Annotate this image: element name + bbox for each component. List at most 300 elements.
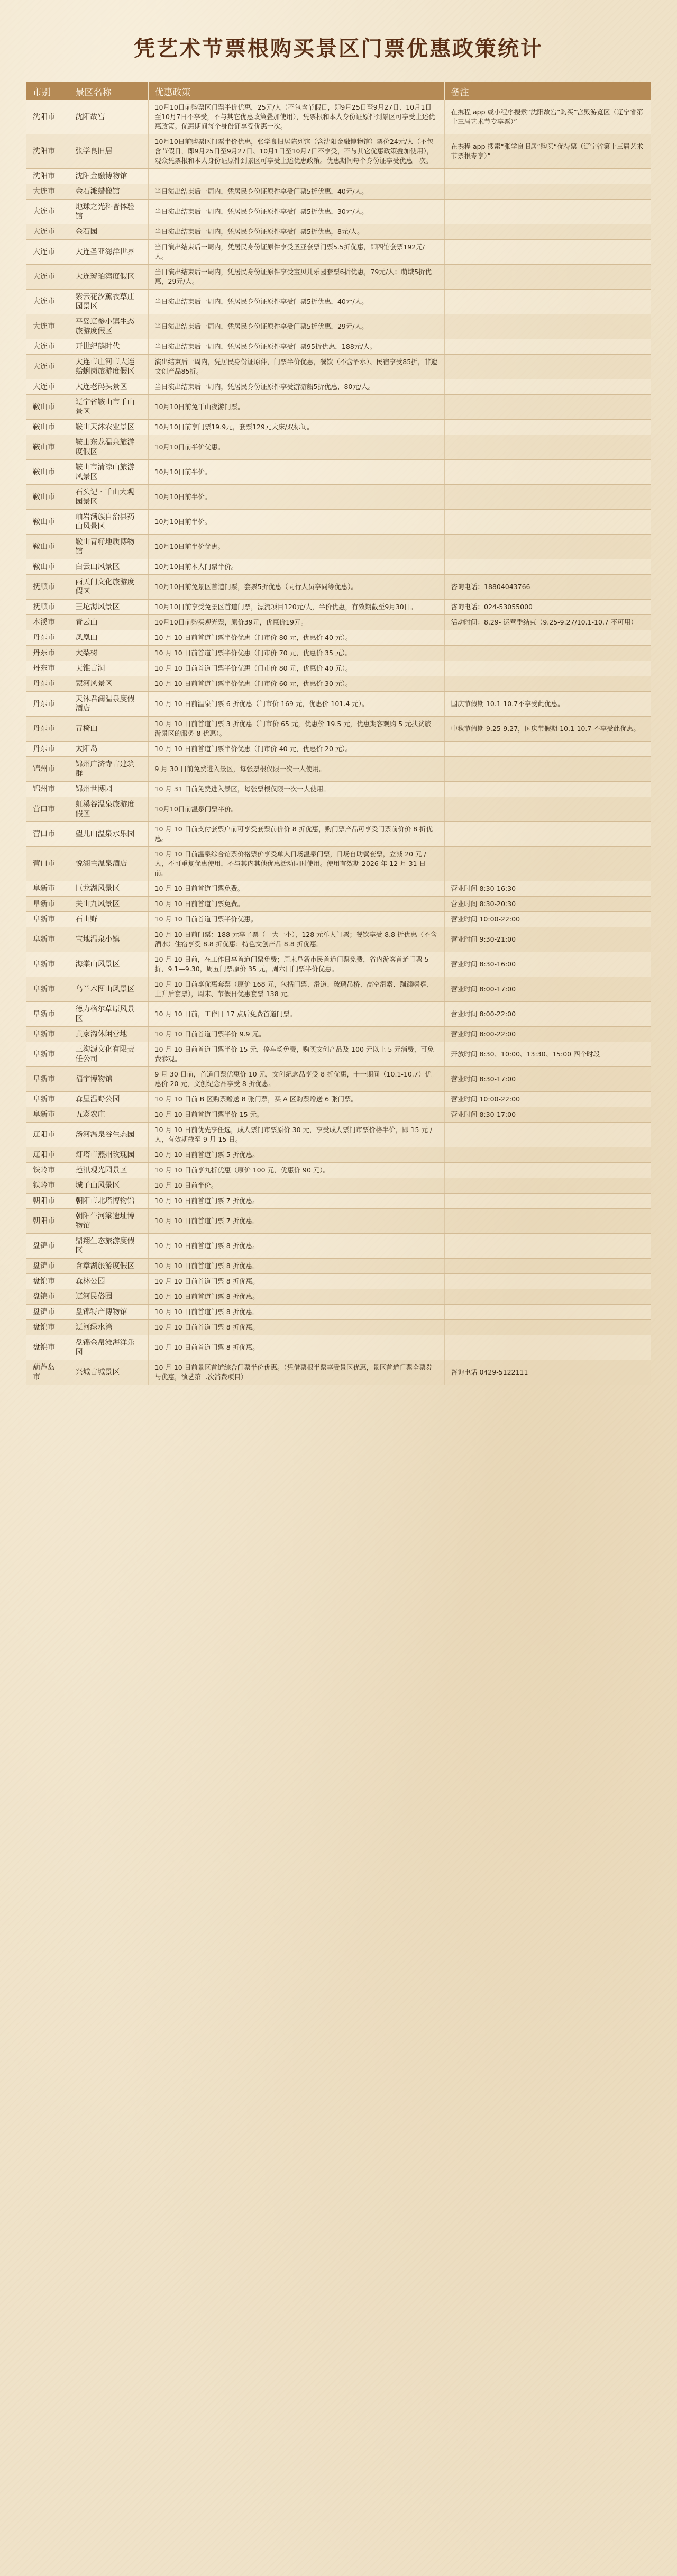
note-cell: 活动时间：8.29- 运营季结束（9.25-9.27/10.1-10.7 不可用） (444, 615, 651, 630)
note-cell (444, 630, 651, 646)
policy-cell: 10 月 10 日前首道门票 8 折优惠。 (148, 1335, 444, 1360)
city-cell: 沈阳市 (26, 100, 69, 134)
spot-cell: 青云山 (69, 615, 148, 630)
policy-cell: 10 月 10 日前首道门票半价优惠。 (148, 912, 444, 927)
city-cell: 大连市 (26, 339, 69, 355)
policy-cell: 9 月 30 日前，首道门票优惠价 10 元，文创纪念品享受 8 折优惠，十一期间（10.1-10.7）优惠价 20 元，文创纪念品享受 8 折优惠。 (148, 1067, 444, 1092)
note-cell (444, 460, 651, 485)
note-cell (444, 1147, 651, 1163)
spot-cell: 鞍山天沐农业景区 (69, 420, 148, 435)
table-header (26, 82, 651, 100)
table-row (26, 1305, 651, 1320)
policy-cell: 10 月 10 日前温泉综合馆票价格票价享受单人日场温泉门票，日场自助餐套票，立减 20 元 / 人，不可重复优惠使用，不与其内其他优惠活动同时使用。使用有效期 2026 年 12 月 31 日前。 (148, 847, 444, 881)
policy-cell: 10月10日前温泉门票半价。 (148, 797, 444, 822)
policy-cell: 10 月 10 日前，工作日 17 点后免费首道门票。 (148, 1002, 444, 1027)
city-cell: 锦州市 (26, 782, 69, 797)
note-cell: 咨询电话：024-53055000 (444, 600, 651, 615)
table-row (26, 1289, 651, 1305)
policy-cell: 当日演出结束后一周内，凭居民身份证原件享受门票5折优惠，40元/人。 (148, 290, 444, 314)
policy-cell: 演出结束后一周内，凭居民身份证原件，门票半价优惠，餐饮（不含酒水）、民宿享受85折，非遗文创产品85折。 (148, 355, 444, 379)
note-cell: 国庆节假期 10.1-10.7不享受此优惠。 (444, 692, 651, 717)
city-cell: 抚顺市 (26, 575, 69, 600)
city-cell: 鞍山市 (26, 510, 69, 535)
note-cell (444, 1305, 651, 1320)
note-cell: 营业时间 8:00-22:00 (444, 1027, 651, 1042)
spot-cell: 乌兰木图山风景区 (69, 977, 148, 1002)
note-cell (444, 1320, 651, 1335)
note-cell: 营业时间 8:30-20:30 (444, 897, 651, 912)
table-row (26, 395, 651, 420)
policy-cell: 10 月 10 日前首道门票半价优惠（门市价 80 元，优惠价 40 元）。 (148, 661, 444, 676)
city-cell: 辽阳市 (26, 1147, 69, 1163)
spot-cell: 盘锦特产博物馆 (69, 1305, 148, 1320)
header-policy: 优惠政策 (148, 82, 444, 100)
city-cell: 丹东市 (26, 717, 69, 742)
note-cell (444, 847, 651, 881)
note-cell (444, 420, 651, 435)
city-cell: 辽阳市 (26, 1123, 69, 1147)
spot-cell: 白云山风景区 (69, 559, 148, 575)
spot-cell: 辽河民俗园 (69, 1289, 148, 1305)
note-cell (444, 1289, 651, 1305)
table-row (26, 1147, 651, 1163)
policy-cell: 10 月 31 日前免费进入景区，每张票根仅限一次一人使用。 (148, 782, 444, 797)
city-cell: 阜新市 (26, 1107, 69, 1123)
note-cell (444, 435, 651, 460)
note-cell (444, 240, 651, 265)
header-city: 市别 (26, 82, 69, 100)
city-cell: 沈阳市 (26, 169, 69, 184)
policy-cell: 当日演出结束后一周内，凭居民身份证原件享受门票5折优惠，8元/人。 (148, 224, 444, 240)
note-cell (444, 676, 651, 692)
spot-cell: 紫云花汐薰衣草庄园景区 (69, 290, 148, 314)
policy-cell: 10 月 10 日前首道门票半价优惠（门市价 80 元，优惠价 40 元）。 (148, 630, 444, 646)
city-cell: 锦州市 (26, 757, 69, 782)
policy-cell: 10 月 10 日前首道门票 3 折优惠（门市价 65 元，优惠价 19.5 元，优惠期客观购 5 元扶贫旅游景区的服务 8 优惠）。 (148, 717, 444, 742)
note-cell: 营业时间 8:30-16:00 (444, 952, 651, 977)
spot-cell: 巨龙湖风景区 (69, 881, 148, 897)
policy-cell: 10 月 10 日前首道门票 8 折优惠。 (148, 1274, 444, 1289)
note-cell: 营业时间 10:00-22:00 (444, 912, 651, 927)
note-cell (444, 742, 651, 757)
spot-cell: 莲汛观光园景区 (69, 1163, 148, 1178)
policy-cell: 10月10日前半价优惠。 (148, 535, 444, 559)
policy-cell: 10 月 10 日前享九折优惠（原价 100 元，优惠价 90 元）。 (148, 1163, 444, 1178)
spot-cell: 汤河温泉谷生态园 (69, 1123, 148, 1147)
spot-cell: 沈阳故宫 (69, 100, 148, 134)
spot-cell: 城子山风景区 (69, 1178, 148, 1194)
city-cell: 阜新市 (26, 977, 69, 1002)
city-cell: 盘锦市 (26, 1320, 69, 1335)
policy-cell: 10月10日前本人门票半价。 (148, 559, 444, 575)
city-cell: 丹东市 (26, 646, 69, 661)
spot-cell: 青椅山 (69, 717, 148, 742)
note-cell: 中秋节假期 9.25-9.27，国庆节假期 10.1-10.7 不享受此优惠。 (444, 717, 651, 742)
spot-cell: 辽宁省鞍山市千山景区 (69, 395, 148, 420)
spot-cell: 金石园 (69, 224, 148, 240)
table-row (26, 379, 651, 395)
policy-cell: 当日演出结束后一周内，凭居民身份证原件享受宝贝儿乐园套票6折优惠，79元/人；萌域5折优惠，29元/人。 (148, 265, 444, 290)
city-cell: 鞍山市 (26, 485, 69, 510)
spot-cell: 朝阳市北塔博物馆 (69, 1194, 148, 1209)
policy-cell: 10 月 10 日前首道门票半价优惠（门市价 60 元，优惠价 30 元）。 (148, 676, 444, 692)
note-cell (444, 646, 651, 661)
city-cell: 营口市 (26, 822, 69, 847)
city-cell: 鞍山市 (26, 535, 69, 559)
city-cell: 阜新市 (26, 881, 69, 897)
note-cell (444, 1274, 651, 1289)
table-row (26, 200, 651, 224)
policy-cell: 10 月 10 日前优先享任选，成人票门市票原价 30 元，享受成人票门市票价格半价，即 15 元 / 人，有效期截至 9 月 15 日。 (148, 1123, 444, 1147)
table-row (26, 1042, 651, 1067)
table-row (26, 1360, 651, 1385)
policy-cell: 10月10日前免景区首道门票，套票5折优惠（同行人员享同等优惠）。 (148, 575, 444, 600)
city-cell: 阜新市 (26, 1042, 69, 1067)
table-row (26, 952, 651, 977)
note-cell (444, 1209, 651, 1234)
table-row (26, 782, 651, 797)
spot-cell: 黄家沟休闲营地 (69, 1027, 148, 1042)
table-row (26, 600, 651, 615)
city-cell: 丹东市 (26, 742, 69, 757)
city-cell: 盘锦市 (26, 1259, 69, 1274)
table-row (26, 1067, 651, 1092)
policy-cell: 10 月 10 日前首道门票 8 折优惠。 (148, 1305, 444, 1320)
city-cell: 丹东市 (26, 692, 69, 717)
policy-cell: 当日演出结束后一周内，凭居民身份证原件享受门票5折优惠，40元/人。 (148, 184, 444, 200)
table-row (26, 676, 651, 692)
table-row (26, 822, 651, 847)
note-cell (444, 339, 651, 355)
city-cell: 大连市 (26, 314, 69, 339)
table-row (26, 615, 651, 630)
spot-cell: 大梨树 (69, 646, 148, 661)
note-cell (444, 1234, 651, 1259)
policy-cell: 10 月 10 日前首道门票 8 折优惠。 (148, 1289, 444, 1305)
spot-cell: 大连琥珀湾度假区 (69, 265, 148, 290)
spot-cell: 鞍山市清凉山旅游风景区 (69, 460, 148, 485)
city-cell: 阜新市 (26, 952, 69, 977)
city-cell: 本溪市 (26, 615, 69, 630)
policy-cell: 当日演出结束后一周内，凭居民身份证原件享受圣亚套票门票5.5折优惠，即四馆套票192元/人。 (148, 240, 444, 265)
spot-cell: 凤凰山 (69, 630, 148, 646)
spot-cell: 太阳岛 (69, 742, 148, 757)
note-cell: 营业时间 8:00-22:00 (444, 1002, 651, 1027)
table-row (26, 1194, 651, 1209)
city-cell: 鞍山市 (26, 420, 69, 435)
table-row (26, 1209, 651, 1234)
table-row (26, 510, 651, 535)
spot-cell: 德力格尔草原风景区 (69, 1002, 148, 1027)
table-row (26, 420, 651, 435)
city-cell: 大连市 (26, 240, 69, 265)
table-row (26, 1123, 651, 1147)
spot-cell: 沈阳金融博物馆 (69, 169, 148, 184)
city-cell: 抚顺市 (26, 600, 69, 615)
policy-cell: 9 月 30 日前免费进入景区，每张票根仅限一次一人使用。 (148, 757, 444, 782)
header-note: 备注 (444, 82, 651, 100)
note-cell: 营业时间 8:30-17:00 (444, 1107, 651, 1123)
table-body (26, 100, 651, 1385)
city-cell: 鞍山市 (26, 435, 69, 460)
spot-cell: 平岛辽参小镇生态旅游度假区 (69, 314, 148, 339)
policy-cell: 10 月 10 日前首道门票半价 15 元，停车场免费，购买文创产品及 100 元以上 5 元消费，可免费参观。 (148, 1042, 444, 1067)
note-cell (444, 1335, 651, 1360)
note-cell (444, 797, 651, 822)
spot-cell: 虹溪谷温泉旅游度假区 (69, 797, 148, 822)
policy-cell: 当日演出结束后一周内，凭居民身份证原件享受门票95折优惠，188元/人。 (148, 339, 444, 355)
spot-cell: 灯塔市燕州玫瑰园 (69, 1147, 148, 1163)
spot-cell: 朝阳牛河梁遗址博物馆 (69, 1209, 148, 1234)
table-row (26, 184, 651, 200)
policy-cell: 10 月 10 日前首道门票半价 15 元。 (148, 1107, 444, 1123)
city-cell: 朝阳市 (26, 1209, 69, 1234)
spot-cell: 锦州广济寺古建筑群 (69, 757, 148, 782)
policy-cell: 10 月 10 日前温泉门票 6 折优惠（门市价 169 元，优惠价 101.4 元）。 (148, 692, 444, 717)
city-cell: 大连市 (26, 184, 69, 200)
table-row (26, 1092, 651, 1107)
table-row (26, 290, 651, 314)
spot-cell: 大连市庄河市大连蛤蜊岗旅游度假区 (69, 355, 148, 379)
policy-cell: 10月10日前购买观光票，原价39元，优惠价19元。 (148, 615, 444, 630)
city-cell: 盘锦市 (26, 1274, 69, 1289)
note-cell (444, 535, 651, 559)
table-row (26, 742, 651, 757)
policy-cell: 10 月 10 日前首道门票免费。 (148, 881, 444, 897)
table-row (26, 435, 651, 460)
note-cell: 咨询电话 0429-5122111 (444, 1360, 651, 1385)
policy-cell: 10月10日前购票区门票半价优惠，25元/人（不包含节假日，即9月25日至9月27日、10月1日至10月7日不享受，不与其它优惠政策叠加使用），凭票根和本人身份证原件到景区可享受上述优惠政策。优惠期间每个身份证享受优惠一次。 (148, 100, 444, 134)
table-row (26, 1002, 651, 1027)
note-cell: 营业时间 9:30-21:00 (444, 927, 651, 952)
city-cell: 丹东市 (26, 676, 69, 692)
city-cell: 大连市 (26, 265, 69, 290)
city-cell: 大连市 (26, 355, 69, 379)
policy-cell: 当日演出结束后一周内，凭居民身份证原件享受门票5折优惠，29元/人。 (148, 314, 444, 339)
table-row (26, 355, 651, 379)
spot-cell: 鞍山东龙温泉旅游度假区 (69, 435, 148, 460)
spot-cell: 海棠山风景区 (69, 952, 148, 977)
note-cell (444, 395, 651, 420)
note-cell: 开放时间 8:30、10:00、13:30、15:00 四个时段 (444, 1042, 651, 1067)
table-row (26, 575, 651, 600)
city-cell: 阜新市 (26, 1067, 69, 1092)
table-row (26, 224, 651, 240)
table-row (26, 100, 651, 134)
policy-cell: 当日演出结束后一周内，凭居民身份证原件享受游游船5折优惠，80元/人。 (148, 379, 444, 395)
note-cell (444, 757, 651, 782)
spot-cell: 辽河绿水湾 (69, 1320, 148, 1335)
table-row (26, 912, 651, 927)
policy-cell: 10 月 10 日前门票：188 元享了票（一大一小），128 元单人门票；餐饮享受 8.8 折优惠（不含酒水）住宿享受 8.8 折优惠；特色文创产品 8.8 折优惠。 (148, 927, 444, 952)
policy-cell: 10月10日前享门票19.9元，套票129元大床/双标间。 (148, 420, 444, 435)
table-row (26, 485, 651, 510)
spot-cell: 大连老码头景区 (69, 379, 148, 395)
table-row (26, 692, 651, 717)
note-cell (444, 265, 651, 290)
header-spot: 景区名称 (69, 82, 148, 100)
table-row (26, 240, 651, 265)
note-cell (444, 200, 651, 224)
policy-cell: 10 月 10 日前，在工作日享首道门票免费；周末阜新市民首道门票免费，省内游客首道门票 5 折，9.1—9.30，周五门票原价 35 元，周六日门票半价优惠。 (148, 952, 444, 977)
policy-cell: 10 月 10 日前首道门票免费。 (148, 897, 444, 912)
table-row (26, 1274, 651, 1289)
table-row (26, 897, 651, 912)
note-cell: 在携程 app 或小程序搜索“沈阳故宫”购买“宫殿游览区（辽宁省第十三届艺术节专享票）” (444, 100, 651, 134)
city-cell: 大连市 (26, 224, 69, 240)
spot-cell: 张学良旧居 (69, 134, 148, 169)
table-row (26, 314, 651, 339)
spot-cell: 宝地温泉小镇 (69, 927, 148, 952)
spot-cell: 金石滩蜡像馆 (69, 184, 148, 200)
city-cell: 鞍山市 (26, 395, 69, 420)
note-cell (444, 224, 651, 240)
note-cell (444, 1259, 651, 1274)
policy-cell: 10月10日前半价优惠。 (148, 435, 444, 460)
note-cell (444, 661, 651, 676)
note-cell: 营业时间 8:00-17:00 (444, 977, 651, 1002)
note-cell (444, 379, 651, 395)
spot-cell: 王坨海风景区 (69, 600, 148, 615)
policy-cell: 10 月 10 日前首道门票 5 折优惠。 (148, 1147, 444, 1163)
spot-cell: 大连圣亚海洋世界 (69, 240, 148, 265)
city-cell: 营口市 (26, 847, 69, 881)
note-cell (444, 290, 651, 314)
city-cell: 阜新市 (26, 897, 69, 912)
city-cell: 营口市 (26, 797, 69, 822)
table-row (26, 1234, 651, 1259)
policy-cell: 10月10日前半价。 (148, 510, 444, 535)
table-row (26, 1163, 651, 1178)
policy-cell: 10 月 10 日前半价。 (148, 1178, 444, 1194)
spot-cell: 天锥古洞 (69, 661, 148, 676)
policy-cell: 当日演出结束后一周内，凭居民身份证原件享受门票5折优惠，30元/人。 (148, 200, 444, 224)
note-cell (444, 510, 651, 535)
city-cell: 盘锦市 (26, 1234, 69, 1259)
note-cell: 营业时间 10:00-22:00 (444, 1092, 651, 1107)
policy-table (26, 82, 651, 1385)
spot-cell: 天沐君澜温泉度假酒店 (69, 692, 148, 717)
spot-cell: 石头记 · 千山大观园景区 (69, 485, 148, 510)
city-cell: 大连市 (26, 200, 69, 224)
city-cell: 阜新市 (26, 927, 69, 952)
page-title: 凭艺术节票根购买景区门票优惠政策统计 (134, 37, 543, 61)
policy-cell: 10 月 10 日前景区首道综合门票半价优惠。（凭借票根半票享受景区优惠，景区首道门票全票券与优惠，演艺第二次消费项目） (148, 1360, 444, 1385)
note-cell: 营业时间 8:30-16:30 (444, 881, 651, 897)
table-row (26, 927, 651, 952)
spot-cell: 兴城古城景区 (69, 1360, 148, 1385)
spot-cell: 福宇博物馆 (69, 1067, 148, 1092)
city-cell: 丹东市 (26, 661, 69, 676)
note-cell (444, 1123, 651, 1147)
note-cell (444, 184, 651, 200)
spot-cell: 望儿山温泉水乐园 (69, 822, 148, 847)
note-cell: 在携程 app 搜索“张学良旧居”购买“优待票（辽宁省第十三届艺术节票根专享）” (444, 134, 651, 169)
policy-cell: 10月10日前半价。 (148, 485, 444, 510)
table-row (26, 559, 651, 575)
spot-cell: 森林公园 (69, 1274, 148, 1289)
city-cell: 铁岭市 (26, 1178, 69, 1194)
note-cell (444, 169, 651, 184)
spot-cell: 石山野 (69, 912, 148, 927)
note-cell (444, 822, 651, 847)
city-cell: 阜新市 (26, 912, 69, 927)
table-row (26, 757, 651, 782)
table-row (26, 460, 651, 485)
policy-cell: 10 月 10 日前首道门票 7 折优惠。 (148, 1194, 444, 1209)
table-row (26, 847, 651, 881)
table-row (26, 169, 651, 184)
table-row (26, 1178, 651, 1194)
policy-cell: 10 月 10 日前享优惠套票（原价 168 元，包括门票、滑道、玻璃吊桥、高空滑索、蹦蹦嘻嘻、上升后套票），周末、节假日优惠套票 138 元。 (148, 977, 444, 1002)
spot-cell: 盘锦金帛滩海洋乐园 (69, 1335, 148, 1360)
note-cell (444, 485, 651, 510)
note-cell: 营业时间 8:30-17:00 (444, 1067, 651, 1092)
city-cell: 铁岭市 (26, 1163, 69, 1178)
spot-cell: 岫岩满族自治县药山风景区 (69, 510, 148, 535)
city-cell: 盘锦市 (26, 1305, 69, 1320)
table-row (26, 339, 651, 355)
city-cell: 大连市 (26, 290, 69, 314)
spot-cell: 含章湖旅游度假区 (69, 1259, 148, 1274)
note-cell (444, 559, 651, 575)
policy-cell: 10 月 10 日前首道门票半价优惠（门市价 40 元，优惠价 20 元）。 (148, 742, 444, 757)
policy-cell: 10 月 10 日前首道门票 8 折优惠。 (148, 1234, 444, 1259)
header-row (26, 82, 651, 100)
policy-cell: 10月10日前半价。 (148, 460, 444, 485)
table-row (26, 977, 651, 1002)
table-row (26, 661, 651, 676)
note-cell (444, 314, 651, 339)
city-cell: 葫芦岛市 (26, 1360, 69, 1385)
policy-cell: 10 月 10 日前首道门票半价 9.9 元。 (148, 1027, 444, 1042)
policy-cell: 10月10日前购票区门票半价优惠，张学良旧居陈列馆（含沈阳金融博物馆）票价24元/人（不包含节假日，即9月25日至9月27日、10月1日至10月7日不享受，不与其它优惠政策叠加使用），观众凭票根和本人身份证原件到景区可享受上述优惠政策。优惠期间每个身份证享受优惠一次。 (148, 134, 444, 169)
table-row (26, 630, 651, 646)
spot-cell: 五彩农庄 (69, 1107, 148, 1123)
city-cell: 朝阳市 (26, 1194, 69, 1209)
spot-cell: 鞍山青籽地质博物馆 (69, 535, 148, 559)
table-row (26, 1027, 651, 1042)
table-row (26, 646, 651, 661)
table-row (26, 717, 651, 742)
note-cell: 咨询电话：18804043766 (444, 575, 651, 600)
policy-cell (148, 169, 444, 184)
spot-cell: 悦湖主温泉酒店 (69, 847, 148, 881)
table-row (26, 1320, 651, 1335)
city-cell: 盘锦市 (26, 1335, 69, 1360)
table-row (26, 881, 651, 897)
city-cell: 丹东市 (26, 630, 69, 646)
city-cell: 大连市 (26, 379, 69, 395)
spot-cell: 蒙河风景区 (69, 676, 148, 692)
note-cell (444, 1194, 651, 1209)
table-row (26, 1259, 651, 1274)
table-row (26, 797, 651, 822)
table-row (26, 535, 651, 559)
policy-cell: 10 月 10 日前支付套票户前可享受套票前价价 8 折优惠，购门票产品可享受门票前价价 8 折优惠。 (148, 822, 444, 847)
spot-cell: 三沟源文化有限责任公司 (69, 1042, 148, 1067)
spot-cell: 锦州世博园 (69, 782, 148, 797)
policy-cell: 10 月 10 日前 B 区购票赠送 8 张门票，买 A 区购票赠送 6 张门票。 (148, 1092, 444, 1107)
spot-cell: 鼎翔生态旅游度假区 (69, 1234, 148, 1259)
spot-cell: 关山九风景区 (69, 897, 148, 912)
table-row (26, 1335, 651, 1360)
policy-cell: 10月10日前免千山夜游门票。 (148, 395, 444, 420)
city-cell: 阜新市 (26, 1002, 69, 1027)
city-cell: 阜新市 (26, 1027, 69, 1042)
policy-cell: 10 月 10 日前首道门票 8 折优惠。 (148, 1259, 444, 1274)
policy-cell: 10月10日前享受免景区首道门票，漂流项目120元/人，半价优惠，有效期截至9月30日。 (148, 600, 444, 615)
